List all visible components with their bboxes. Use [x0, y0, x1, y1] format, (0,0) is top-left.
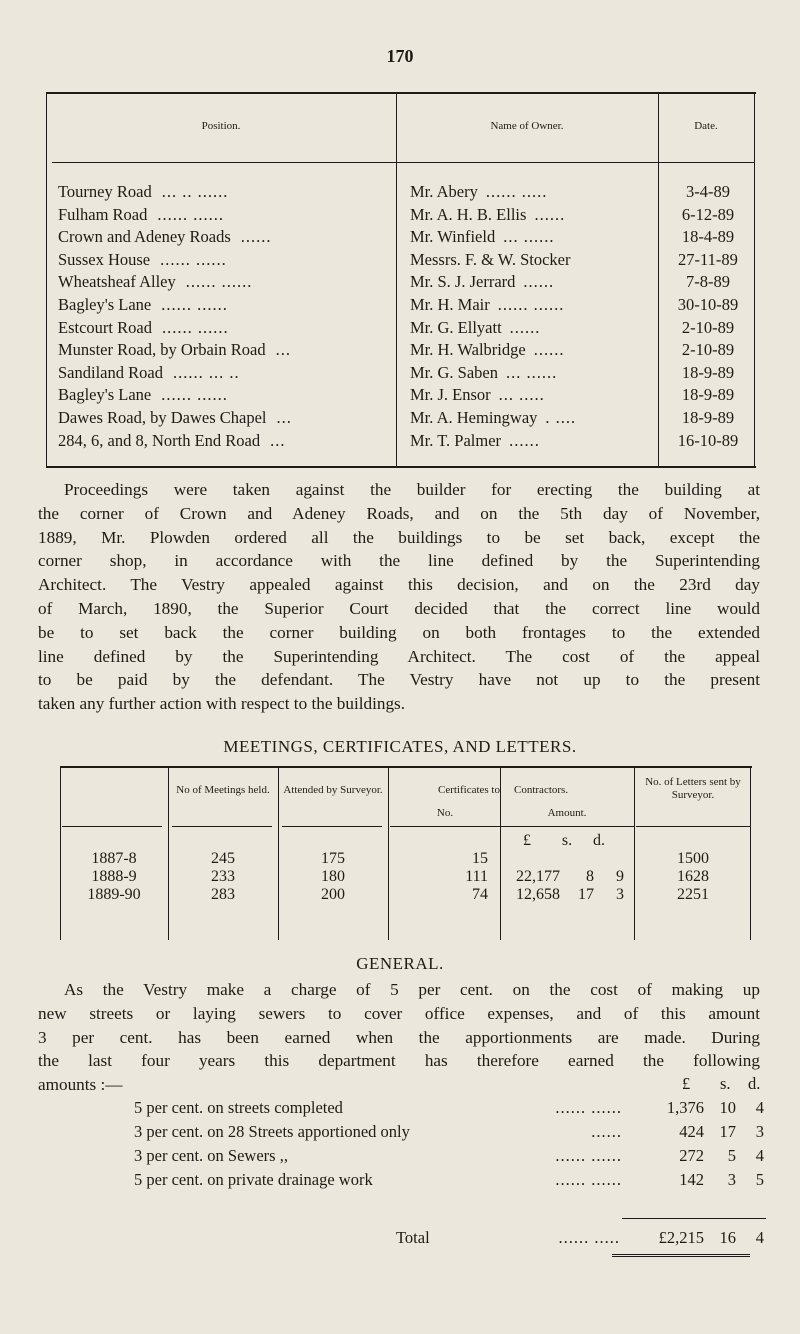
header-rule — [282, 826, 382, 827]
meetings-table — [60, 766, 752, 940]
shillings-unit: s. — [720, 1074, 731, 1093]
amount-pence: 3 — [755, 1122, 764, 1141]
date-cell: 2-10-89 — [681, 340, 735, 360]
pence-unit: d. — [748, 1074, 761, 1093]
header-rule — [172, 826, 272, 827]
cell-shillings: 17 — [578, 886, 594, 903]
cell-pounds: 12,658 — [516, 886, 560, 903]
column-header-contractors: Contractors. — [514, 784, 569, 796]
table-row — [46, 272, 756, 294]
proceedings-paragraph — [38, 478, 760, 716]
leader-dots: ... — [270, 430, 286, 450]
owner-text: Mr. T. Palmer — [410, 430, 502, 450]
column-header-position: Position. — [201, 120, 241, 132]
header-rule — [390, 826, 500, 827]
position-cell — [58, 363, 393, 383]
leader-dots: ...... ...... — [555, 1170, 622, 1189]
paragraph-line: Architect. The Vestry appealed against this decision, and on the 23rd day — [38, 575, 760, 595]
table-row — [46, 205, 756, 227]
leader-dots: ...... ...... — [157, 204, 224, 224]
paragraph-line: taken any further action with respect to the buildings. — [38, 694, 406, 714]
owner-cell — [410, 295, 665, 315]
position-text: Crown and Adeney Roads — [58, 227, 231, 247]
amount-label: 5 per cent. on private drainage work — [134, 1170, 373, 1189]
position-cell — [58, 431, 393, 451]
position-cell — [58, 250, 393, 270]
position-cell — [58, 182, 393, 202]
column-header-letters: No. of Letters sent by Surveyor. — [645, 776, 741, 801]
cell-pence: 3 — [616, 886, 624, 903]
cell-attended: 200 — [321, 886, 345, 903]
position-cell — [58, 295, 393, 315]
column-header-amount: Amount. — [547, 807, 587, 819]
header-rule — [658, 162, 754, 163]
leader-dots: ...... — [509, 317, 541, 337]
owner-text: Mr. G. Ellyatt — [410, 317, 502, 337]
cell-meetings: 233 — [211, 868, 235, 885]
header-rule — [636, 826, 750, 827]
date-cell: 2-10-89 — [681, 317, 735, 337]
amount-label: 3 per cent. on 28 Streets apportioned only — [134, 1122, 410, 1141]
cell-letters: 1500 — [677, 850, 709, 867]
owner-text: Mr. G. Saben — [410, 362, 498, 382]
date-cell: 18-4-89 — [681, 227, 735, 247]
table-column-divider — [500, 766, 501, 940]
cell-meetings: 245 — [211, 850, 235, 867]
leader-dots: ...... — [509, 430, 540, 450]
meetings-heading: MEETINGS, CERTIFICATES, AND LETTERS. — [223, 737, 577, 756]
cell-pence: 9 — [616, 868, 624, 885]
leader-dots: ...... — [523, 272, 555, 292]
amount-shillings: 5 — [727, 1146, 736, 1165]
paragraph-line: the corner of Crown and Adeney Roads, and on the 5th day of November, — [38, 503, 760, 523]
position-text: Estcourt Road — [58, 317, 152, 337]
leader-dots: ...... ...... — [161, 385, 228, 405]
leader-dots: . .... — [545, 408, 577, 427]
leader-dots: ...... ...... — [555, 1146, 622, 1165]
amount-pence: 4 — [755, 1146, 764, 1165]
pounds-unit: £ — [682, 1074, 691, 1093]
header-rule — [500, 826, 634, 827]
date-cell: 27-11-89 — [678, 249, 738, 269]
leader-dots: ... ...... — [503, 227, 555, 247]
paragraph-line: 3 per cent. has been earned when the apportionments are made. During — [38, 1027, 760, 1047]
paragraph-line: of March, 1890, the Superior Court decided that the correct line would — [38, 598, 760, 618]
table-top-rule — [46, 92, 756, 94]
table-row — [46, 340, 756, 362]
shillings-unit: s. — [561, 832, 573, 849]
position-text: Dawes Road, by Dawes Chapel — [58, 408, 267, 427]
header-rule — [52, 162, 396, 163]
table-row — [46, 182, 756, 204]
table-row — [46, 227, 756, 249]
cell-letters: 1628 — [677, 868, 709, 885]
total-pounds: £2,215 — [658, 1228, 704, 1247]
table-border-right — [750, 766, 751, 940]
position-cell — [58, 318, 393, 338]
position-text: Wheatsheaf Alley — [58, 272, 176, 292]
paragraph-line: 1889, Mr. Plowden ordered all the buildings to be set back, except the — [38, 527, 760, 547]
date-cell: 7-8-89 — [686, 272, 730, 292]
owner-text: Mr. H. Mair — [410, 295, 490, 314]
owner-cell — [410, 272, 665, 292]
total-double-rule — [612, 1254, 750, 1259]
owner-cell — [410, 318, 665, 338]
leader-dots: ...... ...... — [160, 249, 227, 269]
owner-text: Mr. Abery — [410, 182, 478, 201]
cell-certificates: 111 — [465, 868, 488, 885]
table-top-rule — [60, 766, 752, 768]
column-header-attended: Attended by Surveyor. — [283, 784, 383, 796]
owner-text: Mr. Winfield — [410, 227, 496, 247]
position-text: Bagley's Lane — [58, 385, 152, 405]
table-row — [46, 385, 756, 407]
amount-shillings: 3 — [727, 1170, 736, 1189]
date-cell: 3-4-89 — [686, 182, 730, 201]
owner-text: Messrs. F. & W. Stocker — [410, 249, 571, 269]
owner-text: Mr. S. J. Jerrard — [410, 272, 516, 292]
amount-pence: 4 — [755, 1098, 764, 1117]
total-shillings: 16 — [719, 1228, 736, 1247]
owner-text: Mr. A. Hemingway — [410, 408, 538, 427]
paragraph-line: new streets or laying sewers to cover office expenses, and of this amount — [38, 1003, 760, 1023]
column-header-meetings: No of Meetings held. — [176, 784, 270, 796]
position-text: Munster Road, by Orbain Road — [58, 340, 266, 360]
column-header-no: No. — [436, 807, 454, 819]
leader-dots: ...... — [533, 340, 565, 360]
leader-dots: ...... — [240, 227, 272, 247]
amount-label: 5 per cent. on streets completed — [134, 1098, 343, 1117]
owner-cell — [410, 385, 665, 405]
cell-attended: 180 — [321, 868, 345, 885]
paragraph-line: amounts :— — [38, 1075, 123, 1095]
owners-table — [46, 92, 756, 468]
general-heading: GENERAL. — [356, 954, 444, 973]
owner-cell — [410, 363, 665, 383]
cell-year: 1889-90 — [87, 886, 141, 903]
position-text: Tourney Road — [58, 182, 152, 201]
position-text: Fulham Road — [58, 204, 148, 224]
table-row — [46, 318, 756, 340]
position-text: Sussex House — [58, 249, 151, 269]
position-cell — [58, 385, 393, 405]
amount-pounds: 424 — [679, 1122, 704, 1141]
date-cell: 6-12-89 — [681, 204, 735, 224]
cell-attended: 175 — [321, 850, 345, 867]
position-text: Bagley's Lane — [58, 295, 152, 314]
owner-text: Mr. H. Walbridge — [410, 340, 526, 360]
cell-shillings: 8 — [586, 868, 594, 885]
paragraph-line: Proceedings were taken against the builder for erecting the building at — [64, 480, 760, 499]
header-rule — [396, 162, 658, 163]
amount-shillings: 10 — [719, 1098, 736, 1117]
amount-pounds: 272 — [679, 1146, 704, 1165]
leader-dots: ...... ..... — [485, 182, 548, 201]
column-header-owner: Name of Owner. — [490, 120, 564, 132]
date-cell: 30-10-89 — [677, 295, 739, 314]
owner-cell — [410, 182, 665, 202]
owner-cell — [410, 227, 665, 247]
date-cell: 18-9-89 — [681, 385, 735, 405]
position-cell — [58, 340, 393, 360]
header-rule — [62, 826, 162, 827]
leader-dots: ...... — [591, 1122, 622, 1141]
paragraph-line: to be paid by the defendant. The Vestry have not up to the present — [38, 670, 760, 690]
table-bottom-rule — [46, 466, 756, 468]
paragraph-line: corner shop, in accordance with the line defined by the Superintending — [38, 551, 760, 571]
amount-pounds: 142 — [679, 1170, 704, 1189]
paragraph-line: be to set back the corner building on both frontages to the extended — [38, 622, 760, 642]
leader-dots: ... ...... — [506, 362, 558, 382]
table-row — [46, 363, 756, 385]
owner-text: Mr. J. Ensor — [410, 385, 491, 405]
general-paragraph — [38, 978, 760, 1097]
date-cell: 16-10-89 — [677, 430, 739, 450]
leader-dots: ...... ..... — [558, 1228, 620, 1247]
table-row — [46, 295, 756, 317]
amount-shillings: 17 — [719, 1122, 736, 1141]
amount-pence: 5 — [755, 1170, 764, 1189]
cell-certificates: 74 — [472, 886, 488, 903]
leader-dots: ...... — [534, 204, 566, 224]
page-number: 170 — [386, 46, 414, 66]
leader-dots: ...... ...... — [161, 295, 228, 314]
leader-dots: ... ..... — [498, 385, 545, 405]
leader-dots: ...... ...... — [161, 317, 229, 337]
leader-dots: ...... ... .. — [172, 362, 240, 382]
amount-label: 3 per cent. on Sewers ,, — [134, 1146, 288, 1165]
leader-dots: ... — [276, 408, 292, 427]
owner-cell — [410, 408, 665, 428]
table-row — [46, 250, 756, 272]
amount-pounds: 1,376 — [666, 1098, 704, 1117]
column-header-certificates-to: Certificates to — [437, 784, 500, 796]
cell-meetings: 283 — [211, 886, 235, 903]
pounds-unit: £ — [523, 832, 531, 849]
position-cell — [58, 408, 393, 428]
cell-year: 1888-9 — [91, 868, 137, 885]
owner-text: Mr. A. H. B. Ellis — [410, 204, 527, 224]
position-cell — [58, 227, 393, 247]
position-text: Sandiland Road — [58, 362, 163, 382]
paragraph-line: As the Vestry make a charge of 5 per cent. on the cost of making up — [64, 980, 760, 999]
leader-dots: ...... ...... — [497, 295, 565, 314]
owner-cell — [410, 340, 665, 360]
table-row — [46, 431, 756, 453]
owner-cell — [410, 431, 665, 451]
table-row — [46, 408, 756, 430]
leader-dots: ... .. ...... — [161, 182, 229, 201]
paragraph-line: line defined by the Superintending Architect. The cost of the appeal — [38, 646, 760, 666]
cell-certificates: 15 — [472, 850, 488, 867]
date-cell: 18-9-89 — [681, 408, 735, 427]
position-cell — [58, 205, 393, 225]
paragraph-line: the last four years this department has therefore earned the following — [38, 1051, 760, 1071]
position-text: 284, 6, and 8, North End Road — [58, 430, 261, 450]
total-rule — [622, 1218, 766, 1219]
leader-dots: ...... ...... — [185, 272, 253, 292]
owner-cell — [410, 205, 665, 225]
leader-dots: ... — [275, 340, 291, 360]
cell-pounds: 22,177 — [516, 868, 560, 885]
total-pence: 4 — [755, 1228, 764, 1247]
table-column-divider — [388, 766, 389, 940]
date-cell: 18-9-89 — [681, 362, 735, 382]
total-label: Total — [396, 1228, 430, 1247]
owner-cell — [410, 250, 665, 270]
cell-year: 1887-8 — [91, 850, 137, 867]
position-cell — [58, 272, 393, 292]
pence-unit: d. — [593, 832, 605, 849]
cell-letters: 2251 — [677, 886, 709, 903]
leader-dots: ...... ...... — [555, 1098, 622, 1117]
column-header-date: Date. — [694, 120, 718, 132]
